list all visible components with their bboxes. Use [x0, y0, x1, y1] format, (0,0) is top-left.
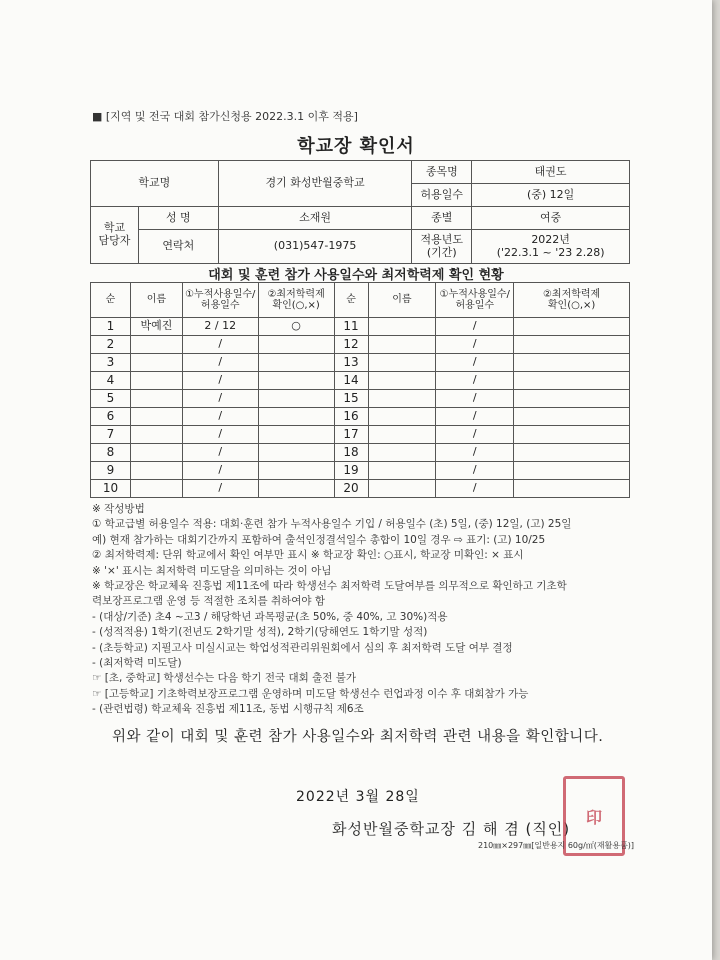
event-label: 종목명 — [412, 161, 472, 184]
row-days-2: / — [436, 372, 514, 390]
row-check — [258, 372, 334, 390]
allowed-days-label: 허용일수 — [412, 184, 472, 207]
year-value: 2022년 — [531, 232, 570, 246]
header-note: ■ [지역 및 전국 대회 참가신청용 2022.3.1 이후 적용] — [92, 110, 358, 123]
contact-label: 연락처 — [138, 230, 218, 264]
manager-label: 학교 담당자 — [91, 207, 139, 264]
row-check-2 — [514, 444, 630, 462]
row-check-2 — [514, 336, 630, 354]
usage-body — [91, 318, 630, 498]
col-name: 이름 — [130, 283, 182, 318]
row-check: ○ — [258, 318, 334, 336]
gender-label: 종별 — [412, 207, 472, 230]
row-check — [258, 426, 334, 444]
row-name — [130, 480, 182, 498]
row-days-2: / — [436, 444, 514, 462]
note-line: ☞ [초, 중학교] 학생선수는 다음 학기 전국 대회 출전 불가 — [92, 672, 356, 685]
row-days-2: / — [436, 408, 514, 426]
confirmation-text: 위와 같이 대회 및 훈련 참가 사용일수와 최저학력 관련 내용을 확인합니다. — [112, 729, 604, 745]
allowed-days-value: (중) 12일 — [472, 184, 630, 207]
row-name — [130, 462, 182, 480]
col-days: ①누적사용일수/ 허용일수 — [182, 283, 258, 318]
row-name-2 — [368, 480, 436, 498]
row-days-2: / — [436, 336, 514, 354]
row-name-2 — [368, 390, 436, 408]
writing-instructions — [92, 502, 652, 718]
row-name-2 — [368, 336, 436, 354]
table-row — [91, 462, 630, 480]
contact-value: (031)547-1975 — [218, 230, 412, 264]
row-no: 9 — [91, 462, 131, 480]
row-name-2 — [368, 426, 436, 444]
year-cell — [472, 230, 630, 264]
table-row — [91, 354, 630, 372]
row-name-2 — [368, 444, 436, 462]
note-line: ※ 작성방법 — [92, 503, 145, 515]
col-name-2: 이름 — [368, 283, 436, 318]
row-check — [258, 444, 334, 462]
gender-value: 여중 — [472, 207, 630, 230]
row-name — [130, 444, 182, 462]
row-days-2: / — [436, 354, 514, 372]
col-check-2: ②최저학력제 확인(○,×) — [514, 283, 630, 318]
note-line: ① 학교급별 허용일수 적용: 대회·훈련 참가 누적사용일수 기입 / 허용일수 (초) 5일, (중) 12일, (고) 25일 — [92, 518, 572, 531]
row-check-2 — [514, 462, 630, 480]
row-name-2 — [368, 354, 436, 372]
row-no-2: 14 — [334, 372, 368, 390]
row-no-2: 16 — [334, 408, 368, 426]
row-no: 5 — [91, 390, 131, 408]
row-name-2 — [368, 462, 436, 480]
row-check — [258, 480, 334, 498]
row-no-2: 19 — [334, 462, 368, 480]
row-no: 1 — [91, 318, 131, 336]
note-line: - (대상/기준) 초4 ~고3 / 해당학년 과목평균(초 50%, 중 40%, 고 30%)적용 — [92, 610, 448, 623]
row-days: / — [182, 408, 258, 426]
row-days-2: / — [436, 426, 514, 444]
table-row — [91, 480, 630, 498]
row-check-2 — [514, 480, 630, 498]
row-no: 3 — [91, 354, 131, 372]
row-days: / — [182, 444, 258, 462]
row-days-2: / — [436, 390, 514, 408]
usage-table — [90, 282, 630, 498]
row-name — [130, 354, 182, 372]
col-no-2: 순 — [334, 283, 368, 318]
row-name-2 — [368, 372, 436, 390]
paper-spec: 210㎜×297㎜[일반용지 60g/㎡(재활용품)] — [478, 841, 635, 850]
note-line: ※ 학교장은 학교체육 진흥법 제11조에 따라 학생선수 최저학력 도달여부를 의무적으로 확인하고 기초학 — [92, 580, 567, 593]
row-name-2 — [368, 408, 436, 426]
row-days: / — [182, 336, 258, 354]
row-no-2: 18 — [334, 444, 368, 462]
school-name: 경기 화성반월중학교 — [218, 161, 412, 207]
usage-subtitle: 대회 및 훈련 참가 사용일수와 최저학력제 확인 현황 — [208, 268, 504, 283]
col-no: 순 — [91, 283, 131, 318]
row-days-2: / — [436, 318, 514, 336]
note-line: ☞ [고등학교] 기초학력보장프로그램 운영하며 미도달 학생선수 런업과정 이수 후 대회참가 가능 — [92, 687, 529, 700]
note-line: - (초등학교) 지필고사 미실시교는 학업성적관리위원회에서 심의 후 최저학력 도달 여부 결정 — [92, 641, 513, 654]
row-no-2: 15 — [334, 390, 368, 408]
year-label: 적용년도 (기간) — [412, 230, 472, 264]
name-label: 성 명 — [138, 207, 218, 230]
row-name — [130, 426, 182, 444]
row-check — [258, 354, 334, 372]
row-days: / — [182, 390, 258, 408]
issue-date: 2022년 3월 28일 — [296, 789, 420, 805]
row-no: 2 — [91, 336, 131, 354]
table-row — [91, 390, 630, 408]
row-days: 2 / 12 — [182, 318, 258, 336]
row-no-2: 12 — [334, 336, 368, 354]
note-line: ② 최저학력제: 단위 학교에서 확인 여부만 표시 ※ 학교장 확인: ○표시, 학교장 미확인: × 표시 — [92, 549, 524, 562]
row-days: / — [182, 354, 258, 372]
row-name — [130, 372, 182, 390]
row-no: 4 — [91, 372, 131, 390]
note-line: - (관련법령) 학교체육 진흥법 제11조, 동법 시행규칙 제6조 — [92, 703, 364, 716]
note-line: - (최저학력 미도달) — [92, 657, 182, 670]
info-table — [90, 160, 630, 264]
period-value: ('22.3.1 ~ '23 2.28) — [496, 245, 605, 259]
table-row — [91, 318, 630, 336]
row-no: 8 — [91, 444, 131, 462]
col-days-2: ①누적사용일수/ 허용일수 — [436, 283, 514, 318]
row-days-2: / — [436, 462, 514, 480]
row-days: / — [182, 480, 258, 498]
row-name — [130, 336, 182, 354]
col-check: ②최저학력제 확인(○,×) — [258, 283, 334, 318]
row-no: 10 — [91, 480, 131, 498]
note-line: - (성적적용) 1학기(전년도 2학기말 성적), 2학기(당해연도 1학기말 성적) — [92, 626, 428, 639]
row-days: / — [182, 462, 258, 480]
event-value: 태권도 — [472, 161, 630, 184]
note-line: 력보장프로그램 운영 등 적절한 조치를 취하여야 함 — [92, 595, 326, 608]
row-check — [258, 336, 334, 354]
row-no: 6 — [91, 408, 131, 426]
row-check-2 — [514, 372, 630, 390]
row-days: / — [182, 426, 258, 444]
row-days-2: / — [436, 480, 514, 498]
seal-mark: 印 — [585, 807, 602, 827]
school-label: 학교명 — [91, 161, 219, 207]
row-name: 박예진 — [130, 318, 182, 336]
principal-signature-line: 화성반월중학교장 김 해 겸 (직인) — [332, 820, 571, 838]
document-title: 학교장 확인서 — [297, 136, 415, 157]
row-check-2 — [514, 426, 630, 444]
table-row — [91, 408, 630, 426]
table-row — [91, 336, 630, 354]
row-no-2: 13 — [334, 354, 368, 372]
table-row — [91, 372, 630, 390]
table-row — [91, 444, 630, 462]
row-check-2 — [514, 318, 630, 336]
row-check-2 — [514, 408, 630, 426]
row-name — [130, 408, 182, 426]
row-check-2 — [514, 390, 630, 408]
row-days: / — [182, 372, 258, 390]
name-value: 소재원 — [218, 207, 412, 230]
row-name-2 — [368, 318, 436, 336]
row-no: 7 — [91, 426, 131, 444]
row-check — [258, 408, 334, 426]
row-no-2: 20 — [334, 480, 368, 498]
row-check-2 — [514, 354, 630, 372]
note-line: 예) 현재 참가하는 대회기간까지 포함하여 출석인정결석일수 총합이 10일 경우 ⇨ 표기: (고) 10/25 — [92, 533, 546, 546]
note-line: ※ '×' 표시는 최저학력 미도달을 의미하는 것이 아님 — [92, 564, 332, 577]
row-no-2: 17 — [334, 426, 368, 444]
row-no-2: 11 — [334, 318, 368, 336]
row-check — [258, 462, 334, 480]
table-row — [91, 426, 630, 444]
row-name — [130, 390, 182, 408]
row-check — [258, 390, 334, 408]
